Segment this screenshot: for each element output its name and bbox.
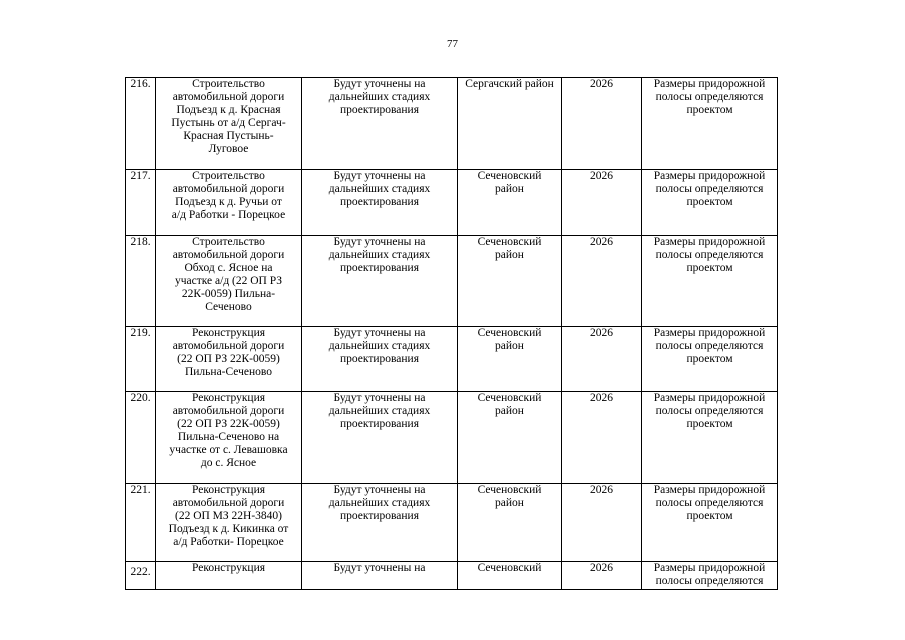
note-cell bbox=[642, 562, 778, 590]
note-line: Размеры придорожной bbox=[653, 170, 766, 182]
note-line: полосы определяются bbox=[655, 183, 764, 195]
location-cell bbox=[302, 78, 458, 170]
note-line: полосы определяются bbox=[655, 91, 764, 103]
page-number: 77 bbox=[447, 38, 458, 50]
note-cell bbox=[642, 392, 778, 484]
note-line: полосы определяются bbox=[655, 575, 764, 587]
object-name-line: Красная Пустынь- bbox=[183, 130, 274, 142]
location-line: Будут уточнены на bbox=[333, 327, 426, 339]
year-cell: 2026 bbox=[562, 327, 642, 392]
object-name-line: Пустынь от а/д Сергач- bbox=[171, 117, 286, 129]
region-cell bbox=[458, 484, 562, 562]
note-line: Размеры придорожной bbox=[653, 327, 766, 339]
object-name-line: Реконструкция bbox=[191, 327, 266, 339]
location-line: проектирования bbox=[340, 196, 419, 208]
location-cell bbox=[302, 392, 458, 484]
object-name-line: Реконструкция bbox=[191, 562, 266, 574]
object-name-line: автомобильной дороги bbox=[172, 91, 285, 103]
note-line: Размеры придорожной bbox=[653, 236, 766, 248]
location-line: дальнейших стадиях bbox=[328, 340, 431, 352]
year-cell: 2026 bbox=[562, 170, 642, 236]
note-cell bbox=[642, 170, 778, 236]
note-line: проектом bbox=[686, 353, 733, 365]
table-row bbox=[126, 236, 778, 327]
location-line: проектирования bbox=[340, 104, 419, 116]
object-name-line: 22К-0059) Пильна- bbox=[181, 288, 276, 300]
region-line: Сеченовский bbox=[477, 484, 542, 496]
location-line: Будут уточнены на bbox=[333, 236, 426, 248]
location-cell bbox=[302, 236, 458, 327]
object-name-line: Пильна-Сеченово на bbox=[177, 431, 280, 443]
table-row bbox=[126, 170, 778, 236]
object-name-line: Строительство bbox=[192, 236, 265, 248]
note-line: Размеры придорожной bbox=[653, 78, 766, 90]
region-cell bbox=[458, 236, 562, 327]
row-number: 217. bbox=[126, 170, 156, 236]
object-name-cell bbox=[156, 236, 302, 327]
note-cell bbox=[642, 327, 778, 392]
location-cell bbox=[302, 327, 458, 392]
object-name-cell bbox=[156, 78, 302, 170]
object-name-line: автомобильной дороги bbox=[172, 249, 285, 261]
location-cell bbox=[302, 484, 458, 562]
object-name-line: а/д Работки- Порецкое bbox=[173, 536, 284, 548]
note-line: полосы определяются bbox=[655, 497, 764, 509]
object-name-line: Строительство bbox=[192, 170, 265, 182]
note-cell bbox=[642, 484, 778, 562]
region-line: район bbox=[495, 497, 524, 509]
region-line: район bbox=[495, 249, 524, 261]
location-line: проектирования bbox=[340, 262, 419, 274]
object-name-line: автомобильной дороги bbox=[172, 340, 285, 352]
location-cell bbox=[302, 170, 458, 236]
region-line: Сеченовский bbox=[477, 327, 542, 339]
region-line: Сеченовский bbox=[477, 236, 542, 248]
object-name-line: Подъезд к д. Ручьи от bbox=[175, 196, 282, 208]
object-name-line: Сеченово bbox=[205, 301, 252, 313]
object-name-line: а/д Работки - Порецкое bbox=[171, 209, 286, 221]
location-line: проектирования bbox=[340, 510, 419, 522]
object-name-line: Реконструкция bbox=[191, 484, 266, 496]
year-cell: 2026 bbox=[562, 78, 642, 170]
row-number: 221. bbox=[126, 484, 156, 562]
note-line: Размеры придорожной bbox=[653, 484, 766, 496]
object-name-cell bbox=[156, 484, 302, 562]
object-name-line: автомобильной дороги bbox=[172, 497, 285, 509]
row-number: 218. bbox=[126, 236, 156, 327]
object-name-cell bbox=[156, 327, 302, 392]
table-row bbox=[126, 484, 778, 562]
region-line: район bbox=[495, 405, 524, 417]
object-name-line: Подъезд к д. Кикинка от bbox=[168, 523, 289, 535]
object-name-line: Строительство bbox=[192, 78, 265, 90]
note-line: полосы определяются bbox=[655, 405, 764, 417]
region-line: Сеченовский bbox=[477, 170, 542, 182]
note-cell bbox=[642, 78, 778, 170]
note-line: проектом bbox=[686, 418, 733, 430]
note-line: Размеры придорожной bbox=[653, 392, 766, 404]
note-line: полосы определяются bbox=[655, 340, 764, 352]
note-cell bbox=[642, 236, 778, 327]
object-name-cell bbox=[156, 562, 302, 590]
note-line: полосы определяются bbox=[655, 249, 764, 261]
location-line: дальнейших стадиях bbox=[328, 249, 431, 261]
location-line: Будут уточнены на bbox=[333, 562, 426, 574]
location-line: Будут уточнены на bbox=[333, 170, 426, 182]
object-name-line: (22 ОП МЗ 22Н-3840) bbox=[174, 510, 282, 522]
table-row bbox=[126, 327, 778, 392]
note-line: проектом bbox=[686, 262, 733, 274]
region-line: Сеченовский bbox=[477, 392, 542, 404]
note-line: проектом bbox=[686, 196, 733, 208]
location-line: Будут уточнены на bbox=[333, 392, 426, 404]
note-line: проектом bbox=[686, 104, 733, 116]
object-name-line: Луговое bbox=[208, 143, 249, 155]
location-line: проектирования bbox=[340, 418, 419, 430]
region-line: Сергачский район bbox=[465, 78, 554, 90]
table-row bbox=[126, 562, 778, 590]
row-number: 216. bbox=[126, 78, 156, 170]
location-line: дальнейших стадиях bbox=[328, 497, 431, 509]
object-name-cell bbox=[156, 170, 302, 236]
object-name-cell bbox=[156, 392, 302, 484]
region-cell bbox=[458, 78, 562, 170]
location-line: дальнейших стадиях bbox=[328, 91, 431, 103]
object-name-line: участке а/д (22 ОП РЗ bbox=[174, 275, 283, 287]
region-cell bbox=[458, 327, 562, 392]
year-cell: 2026 bbox=[562, 392, 642, 484]
location-line: Будут уточнены на bbox=[333, 78, 426, 90]
region-line: район bbox=[495, 340, 524, 352]
region-line: район bbox=[495, 183, 524, 195]
object-name-line: Пильна-Сеченово bbox=[184, 366, 273, 378]
object-name-line: Подъезд к д. Красная bbox=[176, 104, 281, 116]
object-name-line: до с. Ясное bbox=[200, 457, 257, 469]
object-name-line: Реконструкция bbox=[191, 392, 266, 404]
object-name-line: (22 ОП РЗ 22К-0059) bbox=[177, 353, 280, 365]
location-line: дальнейших стадиях bbox=[328, 183, 431, 195]
object-name-line: Обход с. Ясное на bbox=[184, 262, 273, 274]
region-line: Сеченовский bbox=[477, 562, 542, 574]
region-cell bbox=[458, 562, 562, 590]
row-number: 222. bbox=[126, 562, 156, 590]
location-line: проектирования bbox=[340, 353, 419, 365]
table-row bbox=[126, 392, 778, 484]
projects-table bbox=[125, 77, 778, 590]
object-name-line: автомобильной дороги bbox=[172, 405, 285, 417]
object-name-line: участке от с. Левашовка bbox=[169, 444, 288, 456]
note-line: проектом bbox=[686, 510, 733, 522]
object-name-line: автомобильной дороги bbox=[172, 183, 285, 195]
note-line: Размеры придорожной bbox=[653, 562, 766, 574]
year-cell: 2026 bbox=[562, 484, 642, 562]
row-number: 220. bbox=[126, 392, 156, 484]
table-row bbox=[126, 78, 778, 170]
object-name-line: (22 ОП РЗ 22К-0059) bbox=[177, 418, 280, 430]
location-cell bbox=[302, 562, 458, 590]
year-cell: 2026 bbox=[562, 562, 642, 590]
location-line: дальнейших стадиях bbox=[328, 405, 431, 417]
location-line: Будут уточнены на bbox=[333, 484, 426, 496]
row-number: 219. bbox=[126, 327, 156, 392]
region-cell bbox=[458, 392, 562, 484]
region-cell bbox=[458, 170, 562, 236]
year-cell: 2026 bbox=[562, 236, 642, 327]
